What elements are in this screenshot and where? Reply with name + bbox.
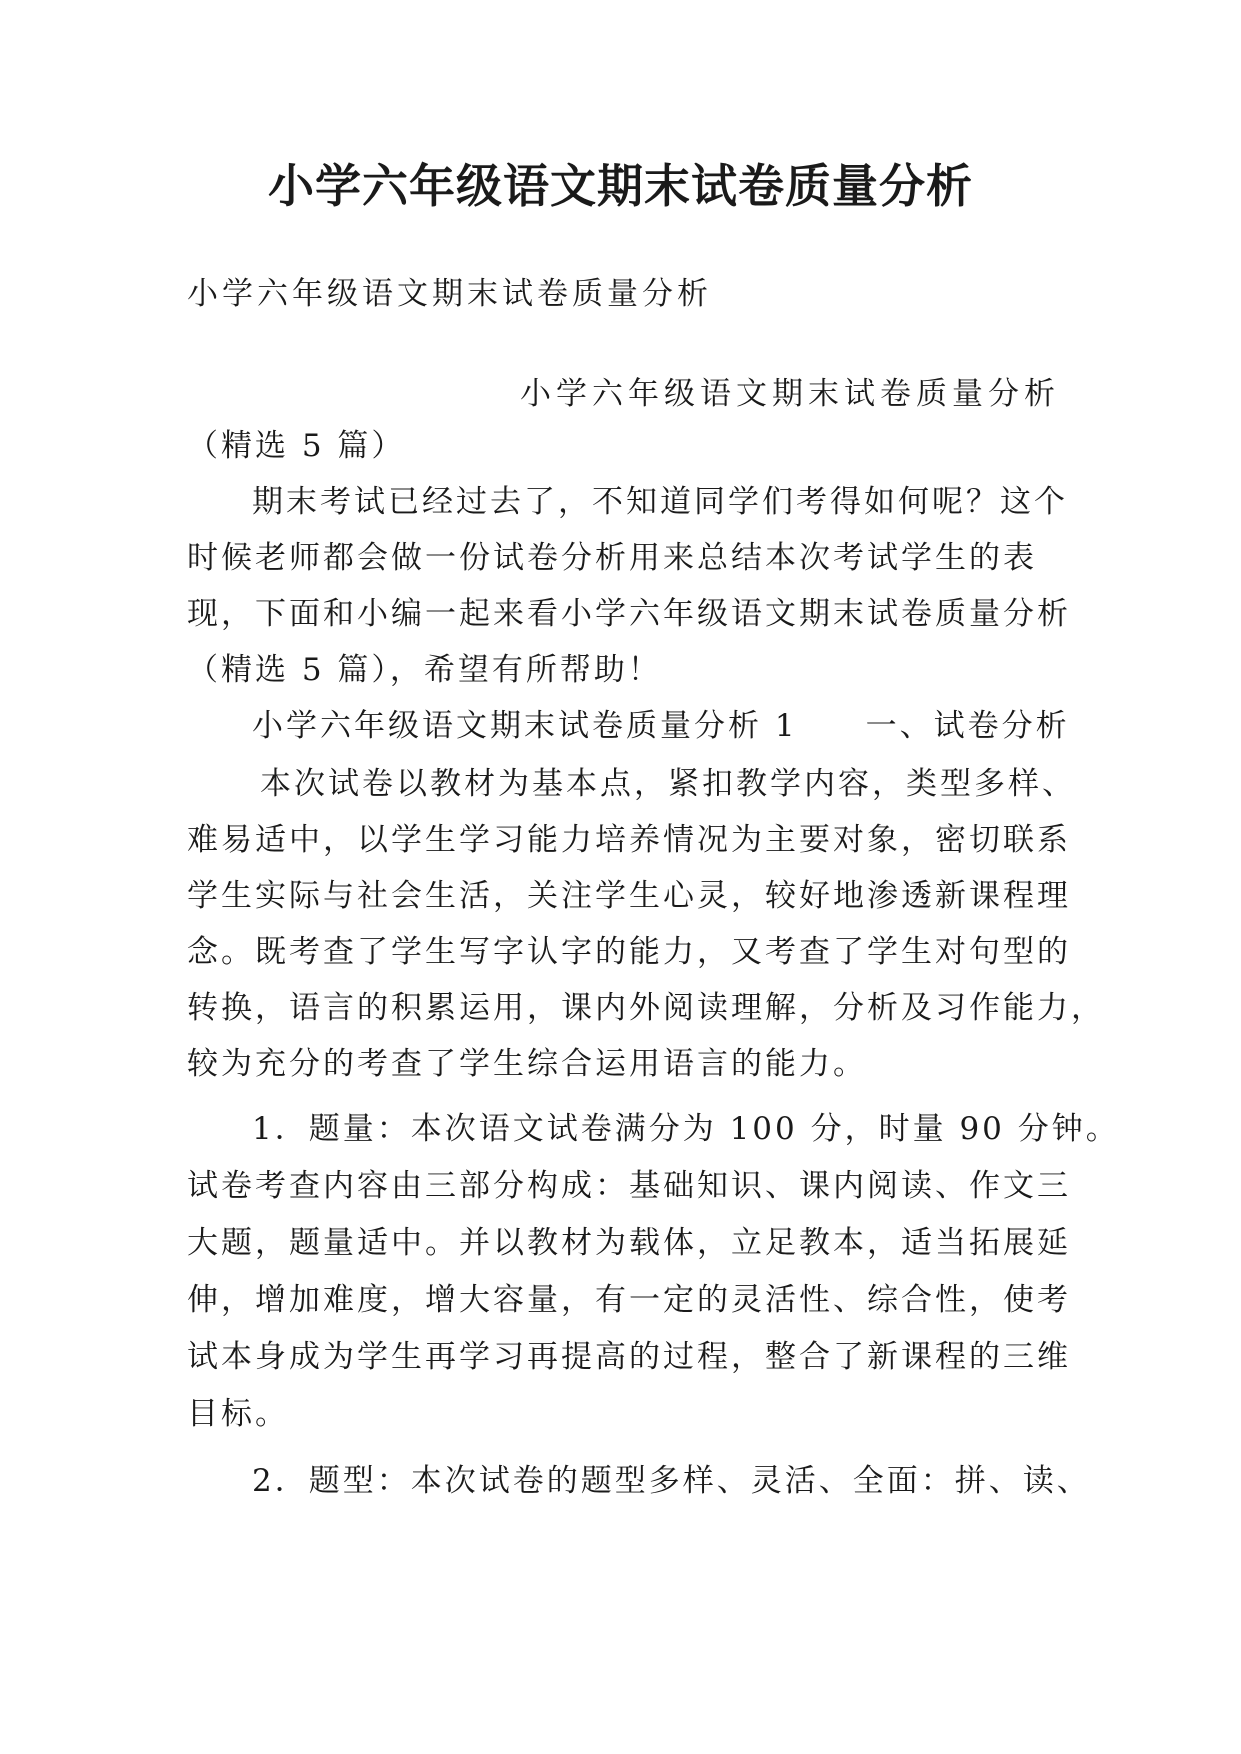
header-line: 小学六年级语文期末试卷质量分析 bbox=[187, 276, 712, 312]
point1-line: 试本身成为学生再学习再提高的过程，整合了新课程的三维 bbox=[187, 1339, 1071, 1375]
document-title: 小学六年级语文期末试卷质量分析 bbox=[268, 159, 973, 213]
intro-line: 时候老师都会做一份试卷分析用来总结本次考试学生的表 bbox=[187, 540, 1037, 576]
analysis-line: 较为充分的考查了学生综合运用语言的能力。 bbox=[187, 1046, 867, 1082]
point1-line: 目标。 bbox=[187, 1396, 289, 1432]
subtitle-right: 小学六年级语文期末试卷质量分析 bbox=[520, 376, 1060, 412]
analysis-line: 本次试卷以教材为基本点，紧扣教学内容，类型多样、 bbox=[260, 766, 1076, 802]
analysis-line: 学生实际与社会生活，关注学生心灵，较好地渗透新课程理 bbox=[187, 878, 1071, 914]
intro-line: 期末考试已经过去了，不知道同学们考得如何呢？这个 bbox=[252, 484, 1068, 520]
intro-line: 现，下面和小编一起来看小学六年级语文期末试卷质量分析 bbox=[187, 596, 1071, 632]
analysis-line: 难易适中，以学生学习能力培养情况为主要对象，密切联系 bbox=[187, 822, 1071, 858]
point2-line: 2．题型：本次试卷的题型多样、灵活、全面：拼、读、 bbox=[252, 1463, 1091, 1499]
analysis-line: 念。既考查了学生写字认字的能力，又考查了学生对句型的 bbox=[187, 934, 1071, 970]
intro-line: （精选 5 篇），希望有所帮助！ bbox=[187, 652, 662, 688]
point1-line: 1．题量：本次语文试卷满分为 100 分，时量 90 分钟。 bbox=[252, 1111, 1120, 1147]
subtitle-note: （精选 5 篇） bbox=[187, 428, 406, 464]
point1-line: 试卷考查内容由三部分构成：基础知识、课内阅读、作文三 bbox=[187, 1168, 1071, 1204]
analysis-line: 转换，语言的积累运用，课内外阅读理解，分析及习作能力， bbox=[187, 990, 1105, 1026]
point1-line: 伸，增加难度，增大容量，有一定的灵活性、综合性，使考 bbox=[187, 1282, 1071, 1318]
point1-line: 大题，题量适中。并以教材为载体，立足教本，适当拓展延 bbox=[187, 1225, 1071, 1261]
section-heading: 小学六年级语文期末试卷质量分析 1 一、试卷分析 bbox=[252, 708, 1070, 744]
